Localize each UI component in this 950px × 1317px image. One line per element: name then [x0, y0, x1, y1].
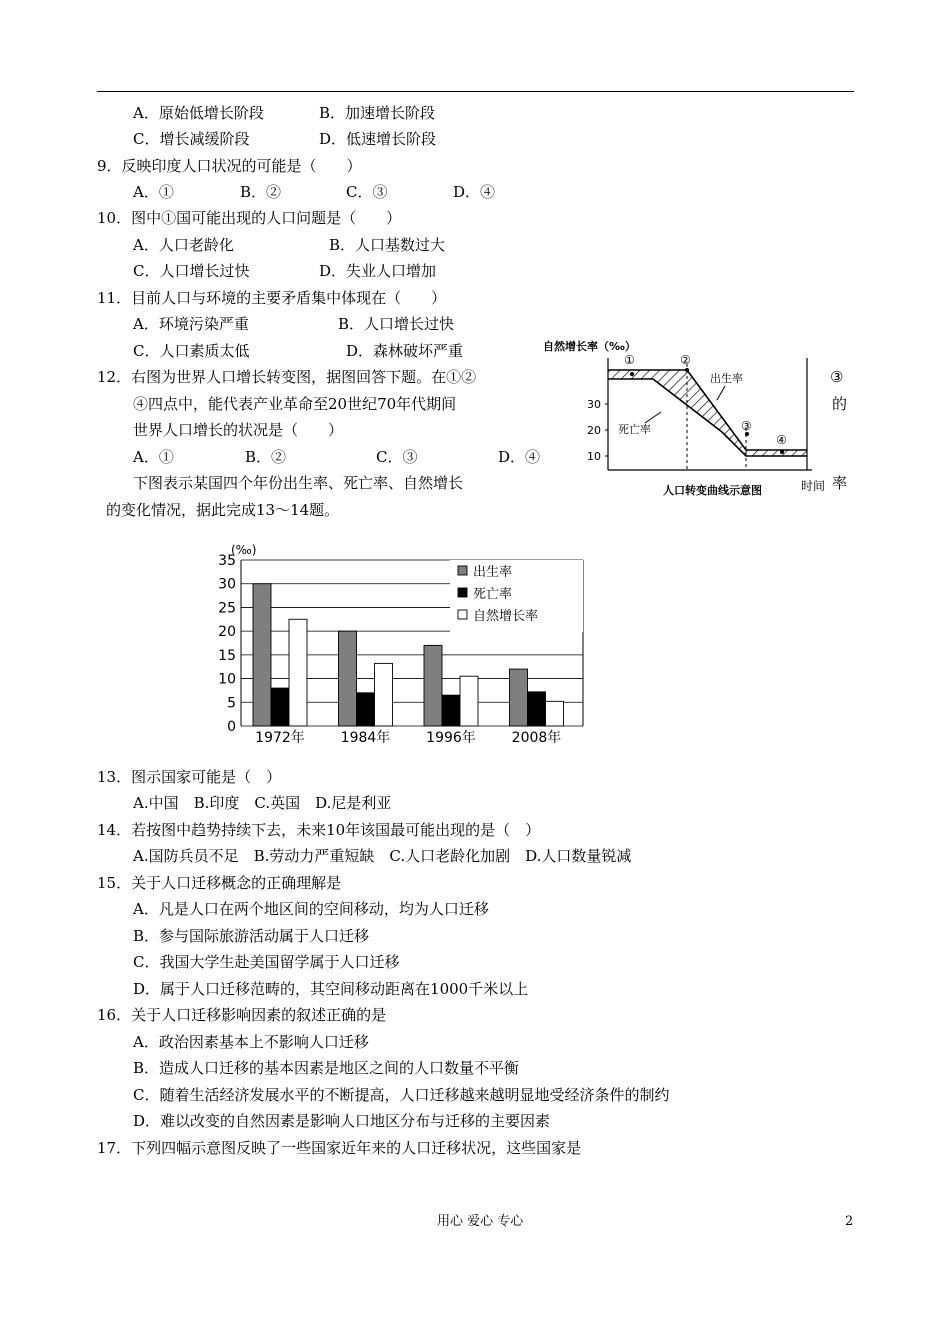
q16-option-c: C．随着生活经济发展水平的不断提高，人口迁移越来越明显地受经济条件的制约: [133, 1086, 670, 1104]
option-a: A．原始低增长阶段: [133, 104, 264, 122]
q13-options: A.中国 B.印度 C.英国 D.尼是利亚: [133, 794, 392, 812]
q10-option-b: B．人口基数过大: [329, 236, 446, 254]
q15-option-b: B．参与国际旅游活动属于人口迁移: [133, 927, 370, 945]
question-12-line-1-end: ③: [830, 368, 844, 386]
q9-option-d: D．④: [453, 183, 496, 201]
bar: [253, 584, 271, 726]
q10-option-c: C．人口增长过快: [133, 262, 250, 280]
bar: [375, 663, 393, 726]
y-tick-label: 35: [218, 553, 236, 569]
x-category-label: 1996年: [426, 730, 476, 746]
page-number: 2: [845, 1214, 854, 1229]
question-15: 15．关于人口迁移概念的正确理解是: [97, 874, 342, 892]
header-rule: [97, 91, 854, 92]
bar: [271, 688, 289, 726]
transition-ytick-20: 20: [587, 424, 601, 437]
unit-label: (‰): [231, 543, 257, 557]
x-category-label: 1984年: [340, 730, 391, 746]
legend-swatch: [458, 588, 467, 597]
legend-label: 出生率: [473, 565, 513, 580]
q11-option-c: C．人口素质太低: [133, 342, 250, 360]
option-d: D．低速增长阶段: [319, 130, 437, 148]
q10-option-a: A．人口老龄化: [133, 236, 234, 254]
q12-option-a: A．①: [133, 448, 174, 466]
birth-death-rate-bar-chart: [205, 538, 600, 753]
q16-option-d: D．难以改变的自然因素是影响人口地区分布与迁移的主要因素: [133, 1112, 551, 1130]
bar: [424, 645, 442, 726]
option-c: C．增长减缓阶段: [133, 130, 250, 148]
point-2-label: ②: [680, 353, 691, 367]
population-transition-diagram: [537, 334, 827, 496]
question-12-line-3: 世界人口增长的状况是（ ）: [133, 421, 344, 439]
birth-rate-pointer: [717, 386, 725, 400]
x-category-label: 2008年: [511, 730, 562, 746]
point-4-label: ④: [776, 433, 787, 447]
q15-option-c: C．我国大学生赴美国留学属于人口迁移: [133, 953, 400, 971]
y-tick-label: 20: [218, 624, 236, 641]
q9-option-b: B．②: [240, 183, 282, 201]
question-12-line-2-end: 的: [832, 395, 848, 413]
q15-option-d: D．属于人口迁移范畴的，其空间移动距离在1000千米以上: [133, 980, 529, 998]
bar: [460, 676, 478, 726]
point-1-marker: [630, 372, 634, 376]
q15-option-a: A．凡是人口在两个地区间的空间移动，均为人口迁移: [133, 900, 489, 918]
bar: [357, 693, 375, 726]
question-17: 17．下列四幅示意图反映了一些国家近年来的人口迁移状况，这些国家是: [97, 1139, 582, 1157]
q14-options: A.国防兵员不足 B.劳动力严重短缺 C.人口老龄化加剧 D.人口数量锐减: [133, 847, 632, 865]
y-tick-label: 0: [227, 719, 236, 735]
bar: [289, 619, 307, 726]
point-1-label: ①: [624, 353, 635, 367]
question-11: 11．目前人口与环境的主要矛盾集中体现在（ ）: [97, 289, 447, 307]
intro-line-1: 下图表示某国四个年份出生率、死亡率、自然增长: [133, 474, 464, 492]
q12-option-c: C．③: [376, 448, 418, 466]
transition-ytick-10: 10: [587, 450, 601, 463]
point-2-marker: [685, 368, 689, 372]
q10-option-d: D．失业人口增加: [319, 262, 437, 280]
question-12-line-2: ④四点中，能代表产业革命至20世纪70年代期间: [133, 395, 457, 413]
question-10: 10．图中①国可能出现的人口问题是（ ）: [97, 209, 402, 227]
q16-option-a: A．政治因素基本上不影响人口迁移: [133, 1033, 369, 1051]
death-rate-pointer: [645, 412, 661, 423]
transition-xlabel: 时间: [801, 479, 826, 493]
q12-option-b: B．②: [245, 448, 287, 466]
transition-ytick-30: 30: [587, 398, 601, 411]
question-16: 16．关于人口迁移影响因素的叙述正确的是: [97, 1006, 387, 1024]
y-tick-label: 30: [218, 576, 236, 593]
q11-option-b: B．人口增长过快: [338, 315, 455, 333]
birth-rate-label: 出生率: [710, 372, 743, 385]
footer-slogan: 用心 爱心 专心: [437, 1214, 524, 1229]
y-tick-label: 25: [218, 600, 236, 617]
death-rate-label: 死亡率: [618, 423, 651, 436]
question-12-line-1: 12．右图为世界人口增长转变图，据图回答下题。在①②: [97, 368, 477, 386]
bar: [510, 669, 528, 726]
question-9: 9．反映印度人口状况的可能是（ ）: [97, 157, 362, 175]
q12-option-d: D．④: [498, 448, 541, 466]
x-category-label: 1972年: [255, 730, 305, 746]
q11-option-d: D．森林破坏严重: [346, 342, 464, 360]
y-tick-label: 5: [227, 695, 236, 712]
intro-line-1-end: 率: [832, 474, 848, 492]
transition-ylabel: 自然增长率（‰）: [543, 340, 636, 353]
point-3-label: ③: [741, 419, 752, 433]
point-4-marker: [780, 450, 784, 454]
bar: [528, 692, 546, 726]
bar: [546, 701, 564, 726]
legend-swatch: [458, 566, 467, 575]
legend-label: 死亡率: [473, 587, 513, 602]
option-b: B．加速增长阶段: [319, 104, 436, 122]
legend-label: 自然增长率: [473, 609, 539, 624]
bar: [339, 631, 357, 726]
transition-caption: 人口转变曲线示意图: [663, 484, 762, 496]
bar: [442, 695, 460, 726]
q11-option-a: A．环境污染严重: [133, 315, 249, 333]
question-14: 14．若按图中趋势持续下去，未来10年该国最可能出现的是（ ）: [97, 821, 541, 839]
q9-option-a: A．①: [133, 183, 174, 201]
question-13: 13．图示国家可能是（ ）: [97, 768, 282, 786]
q9-option-c: C．③: [346, 183, 388, 201]
y-tick-label: 15: [218, 647, 236, 664]
q16-option-b: B．造成人口迁移的基本因素是地区之间的人口数量不平衡: [133, 1059, 520, 1077]
intro-line-2: 的变化情况，据此完成13～14题。: [106, 501, 340, 519]
legend-swatch: [458, 610, 467, 619]
y-tick-label: 10: [218, 671, 236, 688]
